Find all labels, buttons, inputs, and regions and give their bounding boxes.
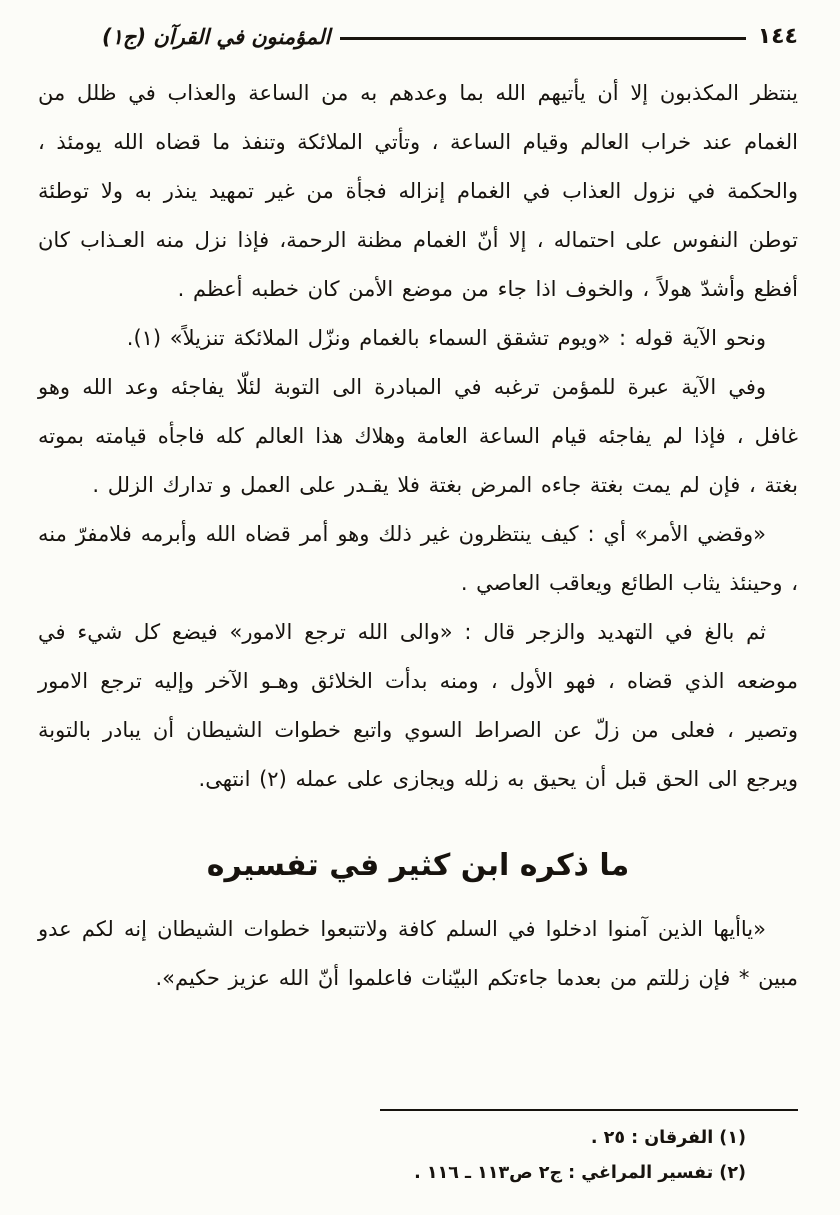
book-title: المؤمنون في القرآن (ج١)	[102, 24, 331, 49]
paragraph-5: ثم بالغ في التهديد والزجر قال : «والى الله ترجع الامور» فيضع كل شيء في موضعه الذي قضاه ، فهو الأول ، ومنه بدأت الخلائق وهـو الآخر وإليه ترجع الامور وتصير ، فعلى من زلّ عن الصراط السوي واتبع خطوات الشيطان أن يبادر بالتوبة ويرجع الى الحق قبل أن يحيق به زلله ويجازى على عمله (٢) انتهى.	[38, 620, 798, 791]
paragraph-4: «وقضي الأمر» أي : كيف ينتظرون غير ذلك وهو أمر قضاه الله وأبرمه فلامفرّ منه ، وحينئذ يثاب الطائع ويعاقب العاصي .	[38, 522, 798, 595]
footnote-2: (٢) تفسير المراغي : ج٢ ص١١٣ ـ ١١٦ .	[414, 1163, 746, 1183]
page-number: ١٤٤	[757, 24, 798, 49]
quran-quote-paragraph: «ياأيها الذين آمنوا ادخلوا في السلم كافة ولاتتبعوا خطوات الشيطان إنه لكم عدو مبين * فإن زللتم من بعدما جاءتكم البيّنات فاعلموا أنّ الله عزيز حكيم».	[38, 917, 798, 990]
footnote-1: (١) الفرقان : ٢٥ .	[590, 1128, 746, 1148]
header-rule	[340, 37, 745, 40]
paragraph-2-ayah-reference: ونحو الآية قوله : «ويوم تشقق السماء بالغمام ونزّل الملائكة تنزيلاً» (١).	[126, 326, 766, 350]
page-body	[38, 69, 798, 1003]
page-header	[38, 24, 798, 49]
footnotes-section	[38, 1109, 798, 1195]
section-heading: ما ذكره ابن كثير في تفسيره	[206, 848, 630, 883]
paragraph-1: ينتظر المكذبون إلا أن يأتيهم الله بما وعدهم به من الساعة والعذاب في ظلل من الغمام عند خراب العالم وقيام الساعة ، وتأتي الملائكة وتنفذ ما قضاه الله يومئذ ، والحكمة في نزول العذاب في الغمام إنزاله فجأة من غير تمهيد ينذر به ولا توطئة توطن النفوس على احتماله ، إلا أنّ الغمام مظنة الرحمة، فإذا نزل منه العـذاب كان أفظع وأشدّ هولاً ، والخوف اذا جاء من موضع الأمن كان خطبه أعظم .	[38, 81, 798, 301]
footnote-separator	[380, 1109, 798, 1111]
paragraph-3: وفي الآية عبرة للمؤمن ترغبه في المبادرة الى التوبة لئلّا يفاجئه وعد الله وهو غافل ، فإذا لم يفاجئه قيام الساعة العامة وهلاك هذا العالم كله فاجأه قيامته بموته بغتة ، فإن لم يمت بغتة جاءه المرض بغتة فلا يقـدر على العمل و تدارك الزلل .	[38, 375, 798, 497]
